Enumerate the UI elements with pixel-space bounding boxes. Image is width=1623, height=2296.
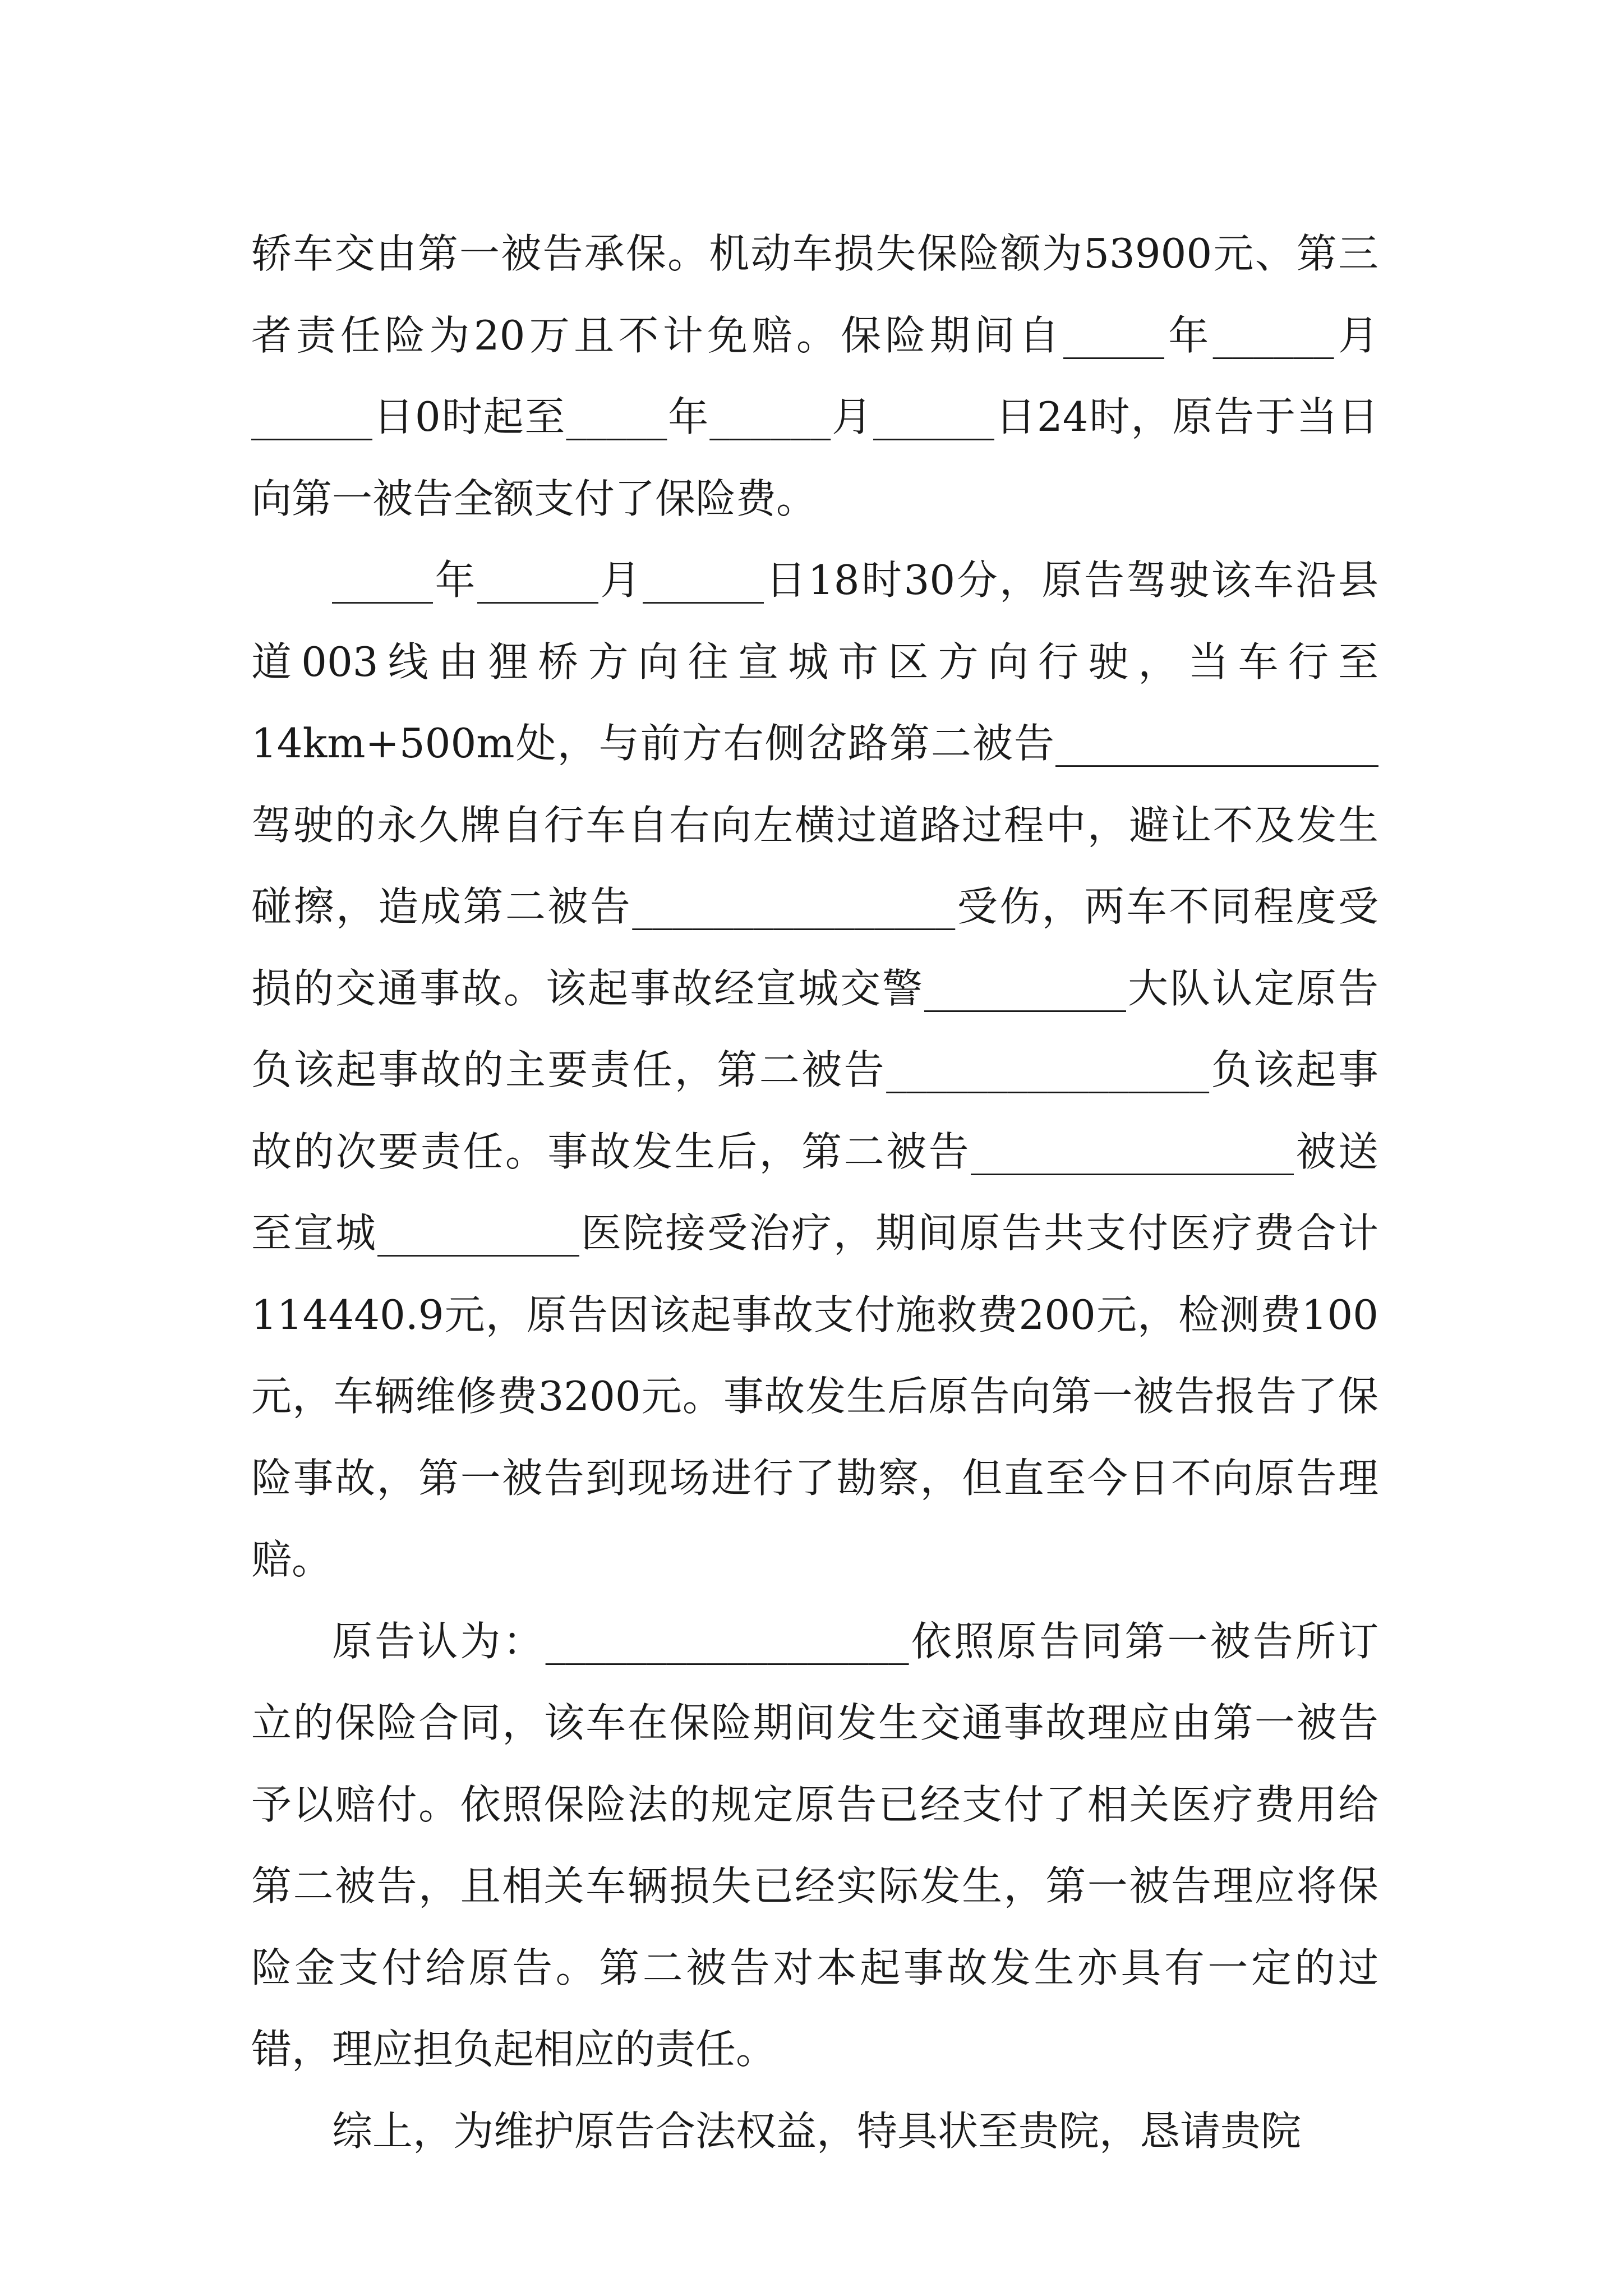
paragraph-plaintiff-claims: 原告认为：__________________依照原告同第一被告所订立的保险合同，该车在保险期间发生交通事故理应由第一被告予以赔付。依照保险法的规定原告已经支付了相关医疗费用给第二被告，且相关车辆损失已经实际发生，第一被告理应将保险金支付给原告。第二被告对本起事故发生亦具有一定的过错，理应担负起相应的责任。: [251, 1617, 1378, 2073]
paragraph-conclusion: 综上，为维护原告合法权益，特具状至贵院，恳请贵院: [332, 2107, 1302, 2155]
document-body: [251, 213, 1378, 2172]
paragraph-insurance-terms: 轿车交由第一被告承保。机动车损失保险额为53900元、第三者责任险为20万且不计免赔。保险期间自_____年______月______日0时起至_____年______月______日24时，原告于当日向第一被告全额支付了保险费。: [251, 230, 1378, 522]
paragraph-accident-facts: _____年______月______日18时30分，原告驾驶该车沿县道003线由狸桥方向往宣城市区方向行驶，当车行至14km+500m处，与前方右侧岔路第二被告________________驾驶的永久牌自行车自右向左横过道路过程中，避让不及发生碰擦，造成第二被告________________受伤，两车不同程度受损的交通事故。该起事故经宣城交警__________大队认定原告负该起事故的主要责任，第二被告________________负该起事故的次要责任。事故发生后，第二被告________________被送至宣城__________医院接受治疗，期间原告共支付医疗费合计114440.9元，原告因该起事故支付施救费200元，检测费100元，车辆维修费3200元。事故发生后原告向第一被告报告了保险事故，第一被告到现场进行了勘察，但直至今日不向原告理赔。: [251, 556, 1378, 1583]
